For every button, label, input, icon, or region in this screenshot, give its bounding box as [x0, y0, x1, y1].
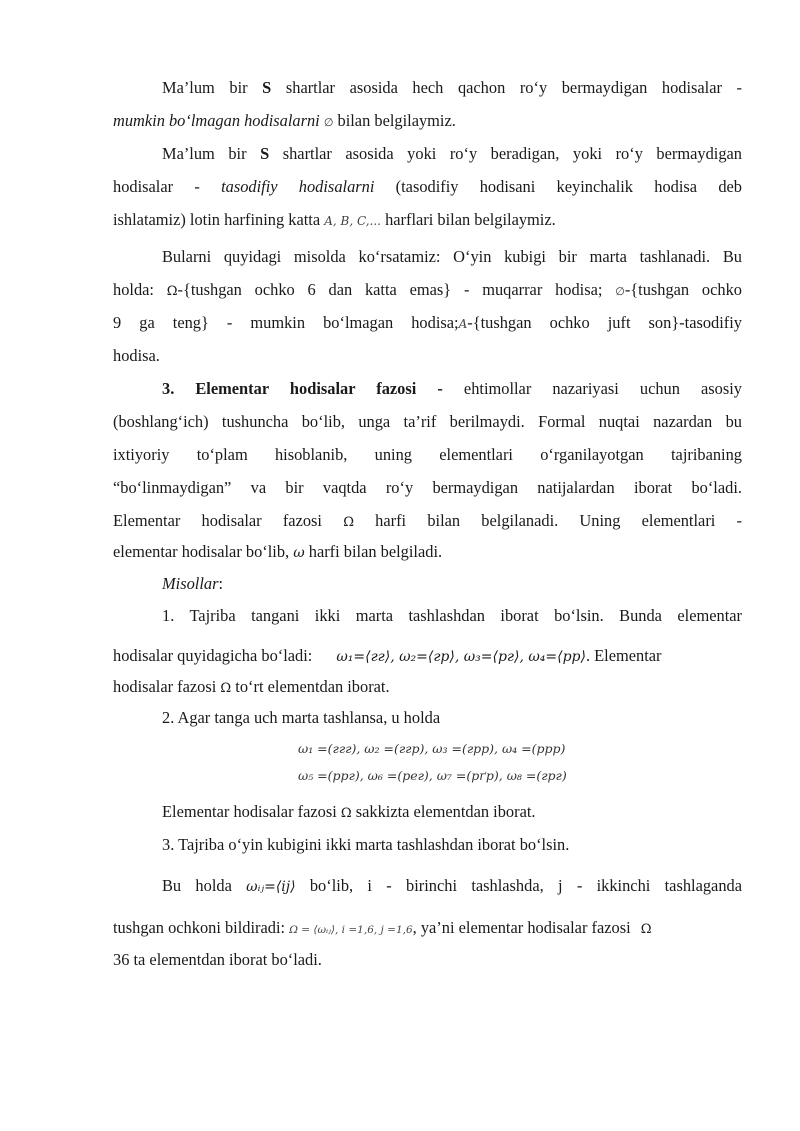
- text: holda:: [113, 280, 167, 299]
- text: harfi bilan belgilanadi. Uning elementlari -: [353, 511, 742, 530]
- text: -{tushgan ochko: [624, 280, 742, 299]
- text: sakkizta elementdan iborat.: [351, 802, 536, 821]
- paragraph-line: 36 ta elementdan iborat bo‘ladi.: [113, 950, 322, 969]
- a-symbol: A: [458, 317, 468, 331]
- text: ishlatamiz) lotin harfining katta: [113, 210, 325, 229]
- paragraph-line: [113, 918, 742, 940]
- text: tushgan ochkoni bildiradi:: [113, 918, 290, 937]
- small-omega-symbol: ω: [293, 545, 305, 561]
- paragraph-line: [113, 542, 742, 563]
- text: Ma’lum bir: [162, 144, 261, 163]
- omega-equation-row-1: ω₁ =(ггг), ω₂ =(ггр), ω₃ =(грр), ω₄ =(ррр): [298, 741, 566, 756]
- paragraph-line: [162, 876, 742, 897]
- paragraph-line: [113, 280, 742, 302]
- text: . Elementar: [585, 646, 662, 665]
- text: 9 ga teng} - mumkin bo‘lmagan hodisa;: [113, 313, 459, 332]
- text: elementar hodisalar bo‘lib,: [113, 542, 294, 561]
- paragraph-line: Bularni quyidagi misolda ko‘rsatamiz: O‘yin kubigi bir marta tashlanadi. Bu: [162, 247, 742, 266]
- text: hodisalar -: [113, 177, 222, 196]
- text: :: [218, 574, 224, 593]
- omega-elements-formula: ω₁=⟨гг⟩, ω₂=⟨гр⟩, ω₃=⟨рг⟩, ω₄=⟨рр⟩: [336, 649, 586, 665]
- paragraph-line: 1. Tajriba tangani ikki marta tashlashdan iborat bo‘lsin. Bunda elementar: [162, 606, 742, 625]
- omega-ij-formula: ωᵢⱼ=⟨ij⟩: [246, 879, 296, 895]
- section-heading: 3. Elementar hodisalar fazosi -: [162, 379, 443, 398]
- text: bilan belgilaymiz.: [333, 111, 456, 130]
- paragraph-line: hodisa.: [113, 346, 160, 365]
- omega-symbol: Ω: [340, 806, 352, 821]
- text: , ya’ni elementar hodisalar fazosi: [412, 918, 635, 937]
- paragraph-line: [113, 111, 742, 133]
- paragraph-line: [162, 144, 742, 164]
- text: shartlar asosida hech qachon ro‘y bermaydigan hodisalar -: [271, 78, 742, 97]
- text: to‘rt elementdan iborat.: [231, 677, 390, 696]
- text: -{tushgan ochko juft son}-tasodifiy: [467, 313, 742, 332]
- letters-symbol: A, B, C,...: [324, 214, 381, 228]
- paragraph-line: [113, 677, 742, 699]
- text: -{tushgan ochko 6 dan katta emas} - muqarrar hodisa;: [177, 280, 616, 299]
- paragraph-line: 3. Tajriba o‘yin kubigini ikki marta tashlashdan iborat bo‘lsin.: [162, 835, 570, 854]
- omega-symbol: Ω: [640, 922, 652, 937]
- empty-set-symbol: ∅: [323, 116, 334, 129]
- omega-symbol: Ω: [343, 515, 354, 530]
- text: Elementar hodisalar fazosi: [162, 802, 341, 821]
- text: harflari bilan belgilaymiz.: [380, 210, 556, 229]
- bold-s: S: [260, 144, 270, 163]
- paragraph-line: (boshlang‘ich) tushuncha bo‘lib, unga ta’rif berilmaydi. Formal nuqtai nazardan bu: [113, 412, 742, 431]
- paragraph-line: [113, 177, 742, 197]
- paragraph-line: [162, 78, 742, 98]
- text: bo‘lib, i - birinchi tashlashda, j - ikkinchi tashlaganda: [295, 876, 742, 895]
- omega-symbol: Ω: [166, 284, 178, 299]
- paragraph-line: [113, 210, 742, 231]
- paragraph-line: [162, 802, 742, 824]
- examples-heading: [162, 574, 742, 594]
- text: (tasodifiy hodisani keyinchalik hodisa deb: [374, 177, 742, 196]
- text: hodisalar fazosi: [113, 677, 221, 696]
- omega-set-formula: Ω = ⟨ωᵢⱼ⟩, i =1,6, j =1,6: [289, 924, 413, 936]
- paragraph-line: [113, 511, 742, 533]
- paragraph-line: [162, 379, 742, 399]
- examples-label: Misollar: [162, 574, 219, 593]
- omega-equation-row-2: ω₅ =(ррг), ω₆ =(рег), ω₇ =(рґр), ω₈ =(грг): [298, 768, 567, 783]
- text: Ma’lum bir: [162, 78, 263, 97]
- paragraph-line: [113, 313, 742, 334]
- text: hodisalar quyidagicha bo‘ladi:: [113, 646, 313, 665]
- text: shartlar asosida yoki ro‘y beradigan, yoki ro‘y bermaydigan: [269, 144, 742, 163]
- text: Elementar hodisalar fazosi: [113, 511, 344, 530]
- text: Bu holda: [162, 876, 247, 895]
- paragraph-line: 2. Agar tanga uch marta tashlansa, u holda: [162, 708, 441, 727]
- text: ehtimollar nazariyasi uchun asosiy: [442, 379, 742, 398]
- italic-term: mumkin bo‘lmagan hodisalarni: [113, 111, 320, 130]
- text: harfi bilan belgiladi.: [304, 542, 443, 561]
- paragraph-line: “bo‘linmaydigan” va bir vaqtda ro‘y bermaydigan natijalardan iborat bo‘ladi.: [113, 478, 742, 497]
- paragraph-line: ixtiyoriy to‘plam hisoblanib, uning elementlari o‘rganilayotgan tajribaning: [113, 445, 742, 464]
- bold-s: S: [262, 78, 272, 97]
- paragraph-line: [113, 646, 742, 667]
- italic-term: tasodifiy hodisalarni: [221, 177, 375, 196]
- empty-set-symbol: ∅: [615, 285, 625, 298]
- omega-symbol: Ω: [220, 681, 232, 696]
